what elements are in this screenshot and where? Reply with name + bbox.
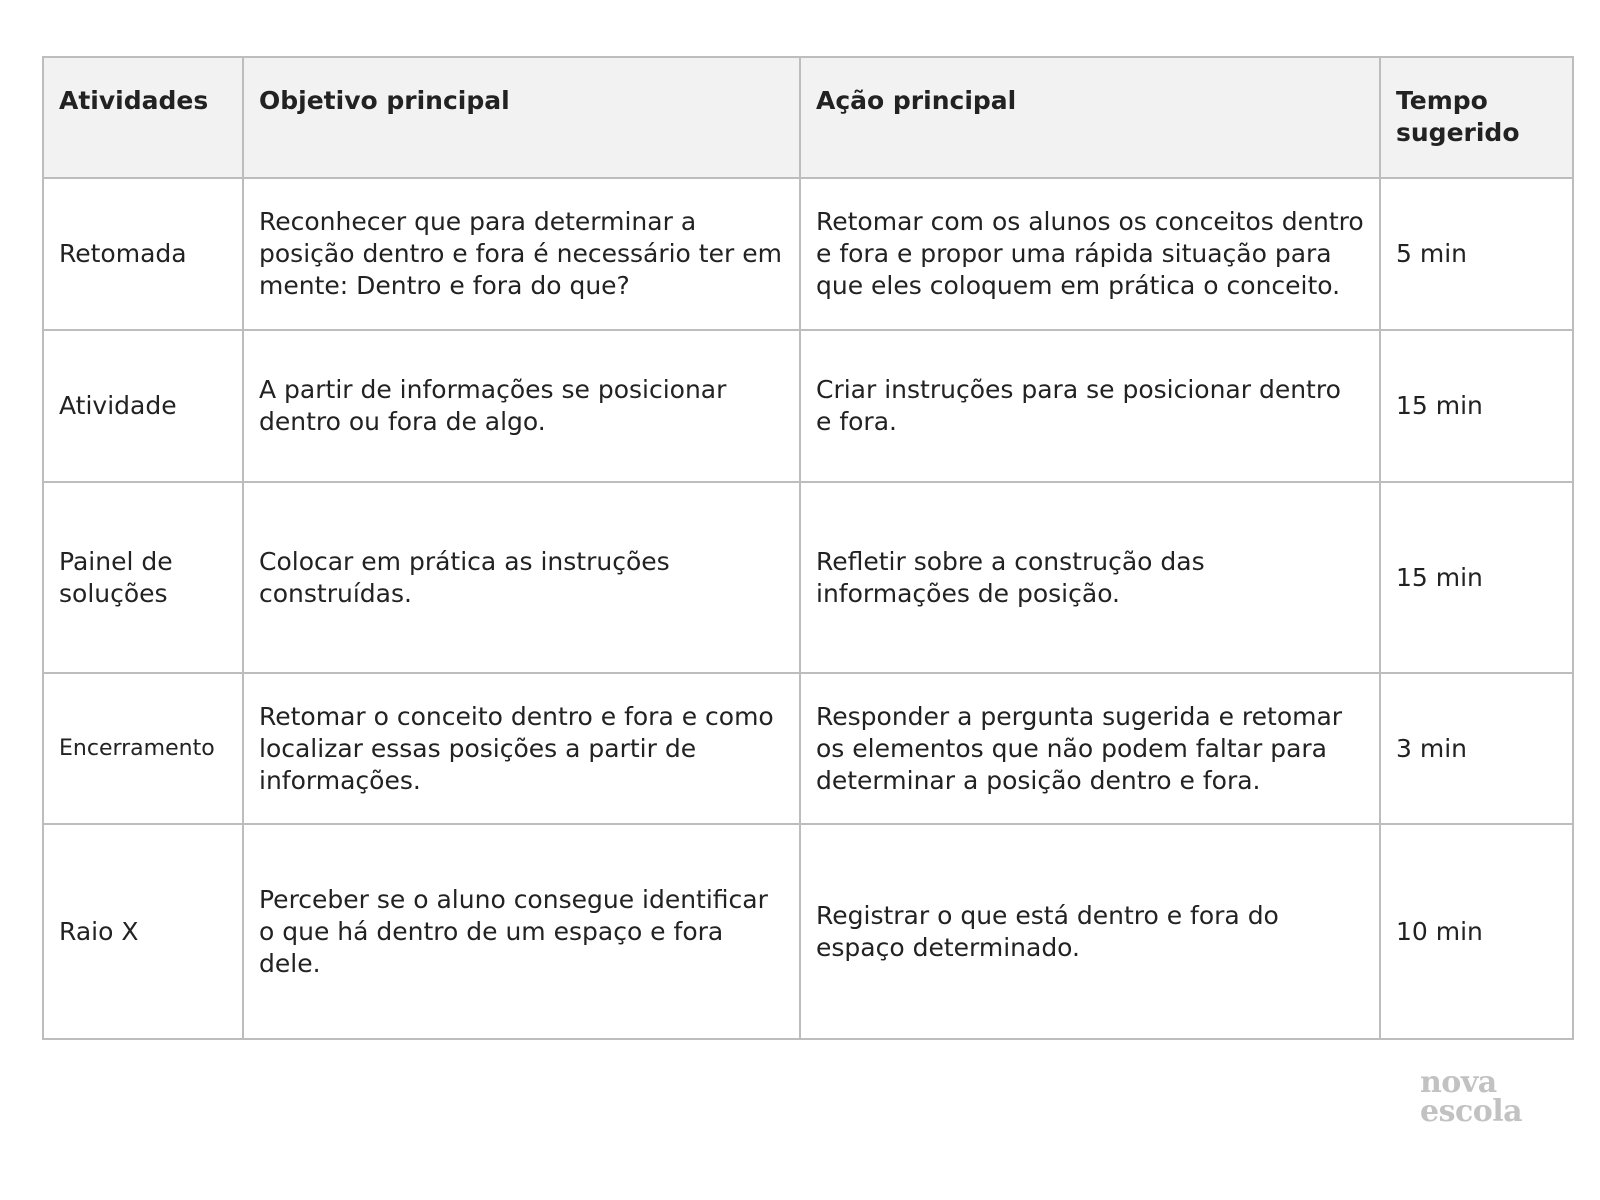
logo-line-escola: escola — [1420, 1094, 1523, 1129]
cell-atividade: Raio X — [43, 824, 243, 1039]
cell-acao: Refletir sobre a construção das informações de posição. — [800, 482, 1380, 673]
header-tempo: Tempo sugerido — [1380, 57, 1573, 178]
table-row — [43, 178, 1573, 330]
cell-objetivo: Perceber se o aluno consegue identificar o que há dentro de um espaço e fora dele. — [243, 824, 800, 1039]
table-row — [43, 482, 1573, 673]
logo-line-nova: nova — [1420, 1065, 1497, 1100]
table-row — [43, 824, 1573, 1039]
table-body — [43, 178, 1573, 1039]
header-acao: Ação principal — [800, 57, 1380, 178]
table-header — [43, 57, 1573, 178]
cell-acao: Registrar o que está dentro e fora do espaço determinado. — [800, 824, 1380, 1039]
table-row — [43, 673, 1573, 824]
cell-atividade: Atividade — [43, 330, 243, 482]
cell-tempo: 10 min — [1380, 824, 1573, 1039]
cell-acao: Retomar com os alunos os conceitos dentro e fora e propor uma rápida situação para que eles coloquem em prática o conceito. — [800, 178, 1380, 330]
cell-tempo: 5 min — [1380, 178, 1573, 330]
header-row — [43, 57, 1573, 178]
nova-escola-logo — [1420, 1065, 1540, 1129]
cell-tempo: 15 min — [1380, 330, 1573, 482]
header-objetivo: Objetivo principal — [243, 57, 800, 178]
cell-objetivo: Colocar em prática as instruções construídas. — [243, 482, 800, 673]
table-row — [43, 330, 1573, 482]
cell-atividade: Painel de soluções — [43, 482, 243, 673]
cell-acao: Criar instruções para se posicionar dentro e fora. — [800, 330, 1380, 482]
cell-atividade: Retomada — [43, 178, 243, 330]
cell-atividade: Encerramento — [43, 673, 243, 824]
lesson-plan-table — [42, 56, 1574, 1040]
cell-acao: Responder a pergunta sugerida e retomar os elementos que não podem faltar para determinar a posição dentro e fora. — [800, 673, 1380, 824]
header-atividades: Atividades — [43, 57, 243, 178]
cell-objetivo: Retomar o conceito dentro e fora e como localizar essas posições a partir de informações. — [243, 673, 800, 824]
cell-tempo: 15 min — [1380, 482, 1573, 673]
cell-objetivo: A partir de informações se posicionar dentro ou fora de algo. — [243, 330, 800, 482]
cell-objetivo: Reconhecer que para determinar a posição dentro e fora é necessário ter em mente: Dentro e fora do que? — [243, 178, 800, 330]
cell-tempo: 3 min — [1380, 673, 1573, 824]
